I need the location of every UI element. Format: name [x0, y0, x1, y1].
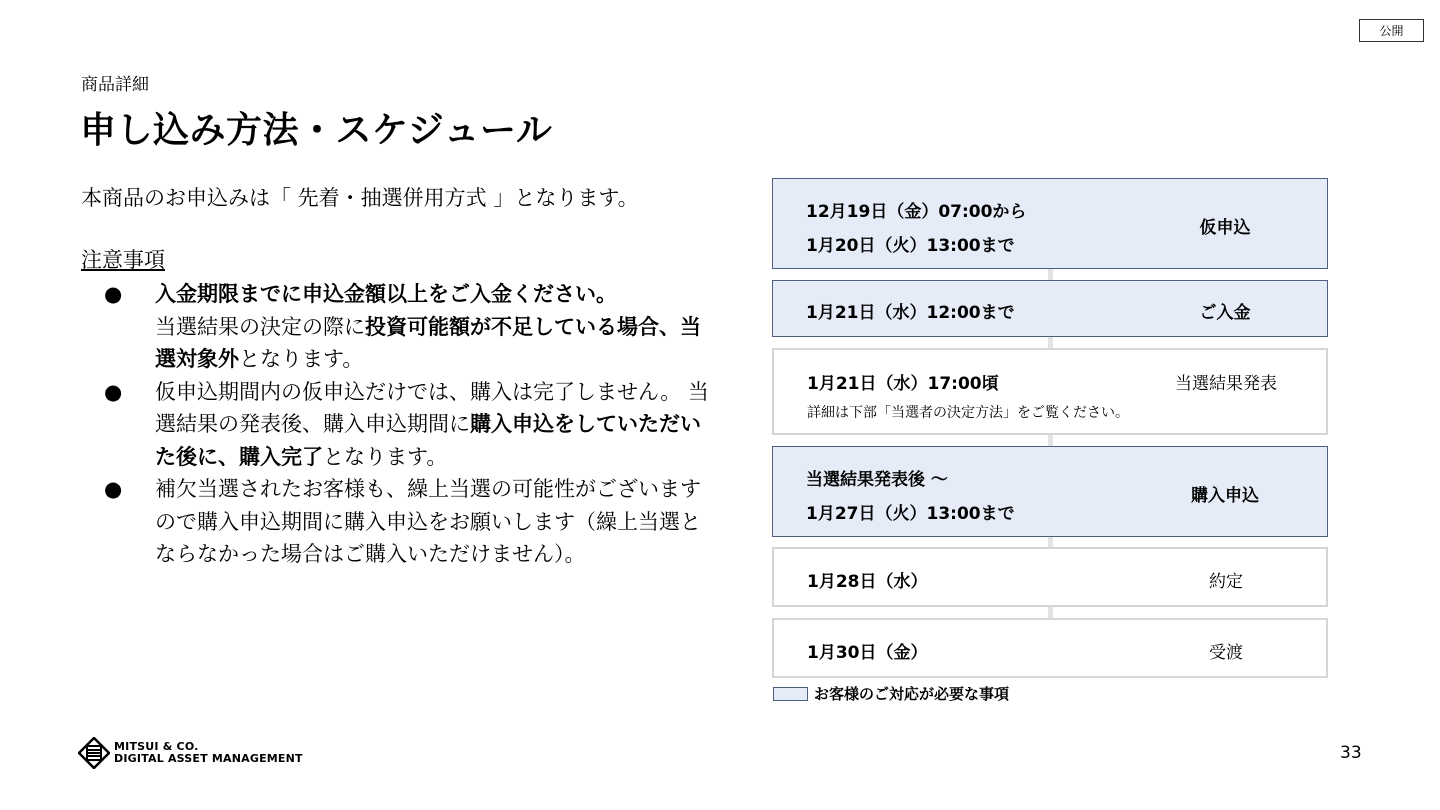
note-bold: 入金期限までに申込金額以上をご入金ください。 — [155, 282, 617, 306]
step-date: 1月27日（火）13:00まで — [806, 504, 1015, 524]
step-label: 受渡 — [1209, 643, 1243, 663]
notes-heading: 注意事項 — [81, 248, 165, 272]
note-text: となります。 — [239, 347, 364, 371]
list-item — [104, 376, 714, 474]
schedule-step-delivery — [772, 618, 1328, 678]
note-text: 仮申込期間内の仮申込だけでは、購入は完了しません。 当選結果の発表後、購入申込期間に — [155, 379, 709, 436]
list-item — [104, 473, 714, 571]
list-item — [104, 278, 714, 376]
schedule-step-payment — [772, 280, 1328, 337]
schedule-step-purchase-application — [772, 446, 1328, 537]
legend-swatch — [773, 687, 808, 701]
step-label: 当選結果発表 — [1175, 374, 1277, 394]
public-badge: 公開 — [1359, 19, 1424, 42]
step-date: 1月20日（火）13:00まで — [806, 236, 1015, 256]
step-label: 購入申込 — [1191, 486, 1259, 506]
schedule-step-execution — [772, 547, 1328, 607]
company-logo — [78, 737, 303, 769]
step-note: 詳細は下部「当選者の決定方法」をご覧ください。 — [807, 405, 1129, 421]
logo-line: MITSUI & CO. — [114, 740, 199, 753]
note-text: 補欠当選されたお客様も、繰上当選の可能性がございますので購入申込期間に購入申込をお願いします（繰上当選とならなかった場合はご購入いただけません）。 — [155, 477, 701, 566]
logo-text — [114, 741, 303, 765]
step-date: 1月21日（水）17:00頃 — [807, 374, 999, 394]
schedule-timeline — [772, 178, 1328, 678]
note-bold: 投資可能額が不足している場合、当選対象外 — [155, 314, 701, 371]
step-date: 1月30日（金） — [807, 643, 928, 663]
bullet-icon: ● — [104, 282, 123, 306]
note-text: となります。 — [323, 444, 448, 469]
section-category: 商品詳細 — [81, 75, 149, 95]
step-label: 約定 — [1209, 572, 1243, 592]
step-date: 12月19日（金）07:00から — [806, 202, 1027, 222]
note-text: 当選結果の決定の際に — [155, 314, 365, 339]
page-number: 33 — [1340, 743, 1362, 763]
note-bold: 購入申込をしていただいた後に、購入完了 — [155, 412, 701, 469]
schedule-step-result-announcement — [772, 348, 1328, 435]
legend-text: お客様のご対応が必要な事項 — [814, 685, 1010, 703]
notes-list — [104, 278, 714, 571]
intro-text: 本商品のお申込みは「 先着・抽選併用方式 」となります。 — [81, 186, 639, 210]
step-label: 仮申込 — [1199, 218, 1251, 238]
legend — [773, 683, 1009, 704]
schedule-step-provisional-application — [772, 178, 1328, 269]
logo-line: DIGITAL ASSET MANAGEMENT — [114, 752, 303, 765]
step-date: 1月21日（水）12:00まで — [806, 303, 1015, 323]
step-date: 当選結果発表後 〜 — [806, 470, 948, 490]
mitsui-logo-icon — [78, 737, 110, 769]
page-title: 申し込み方法・スケジュール — [80, 110, 553, 151]
bullet-icon: ● — [104, 379, 123, 404]
bullet-icon: ● — [104, 477, 123, 501]
step-date: 1月28日（水） — [807, 572, 928, 592]
step-label: ご入金 — [1199, 303, 1251, 323]
